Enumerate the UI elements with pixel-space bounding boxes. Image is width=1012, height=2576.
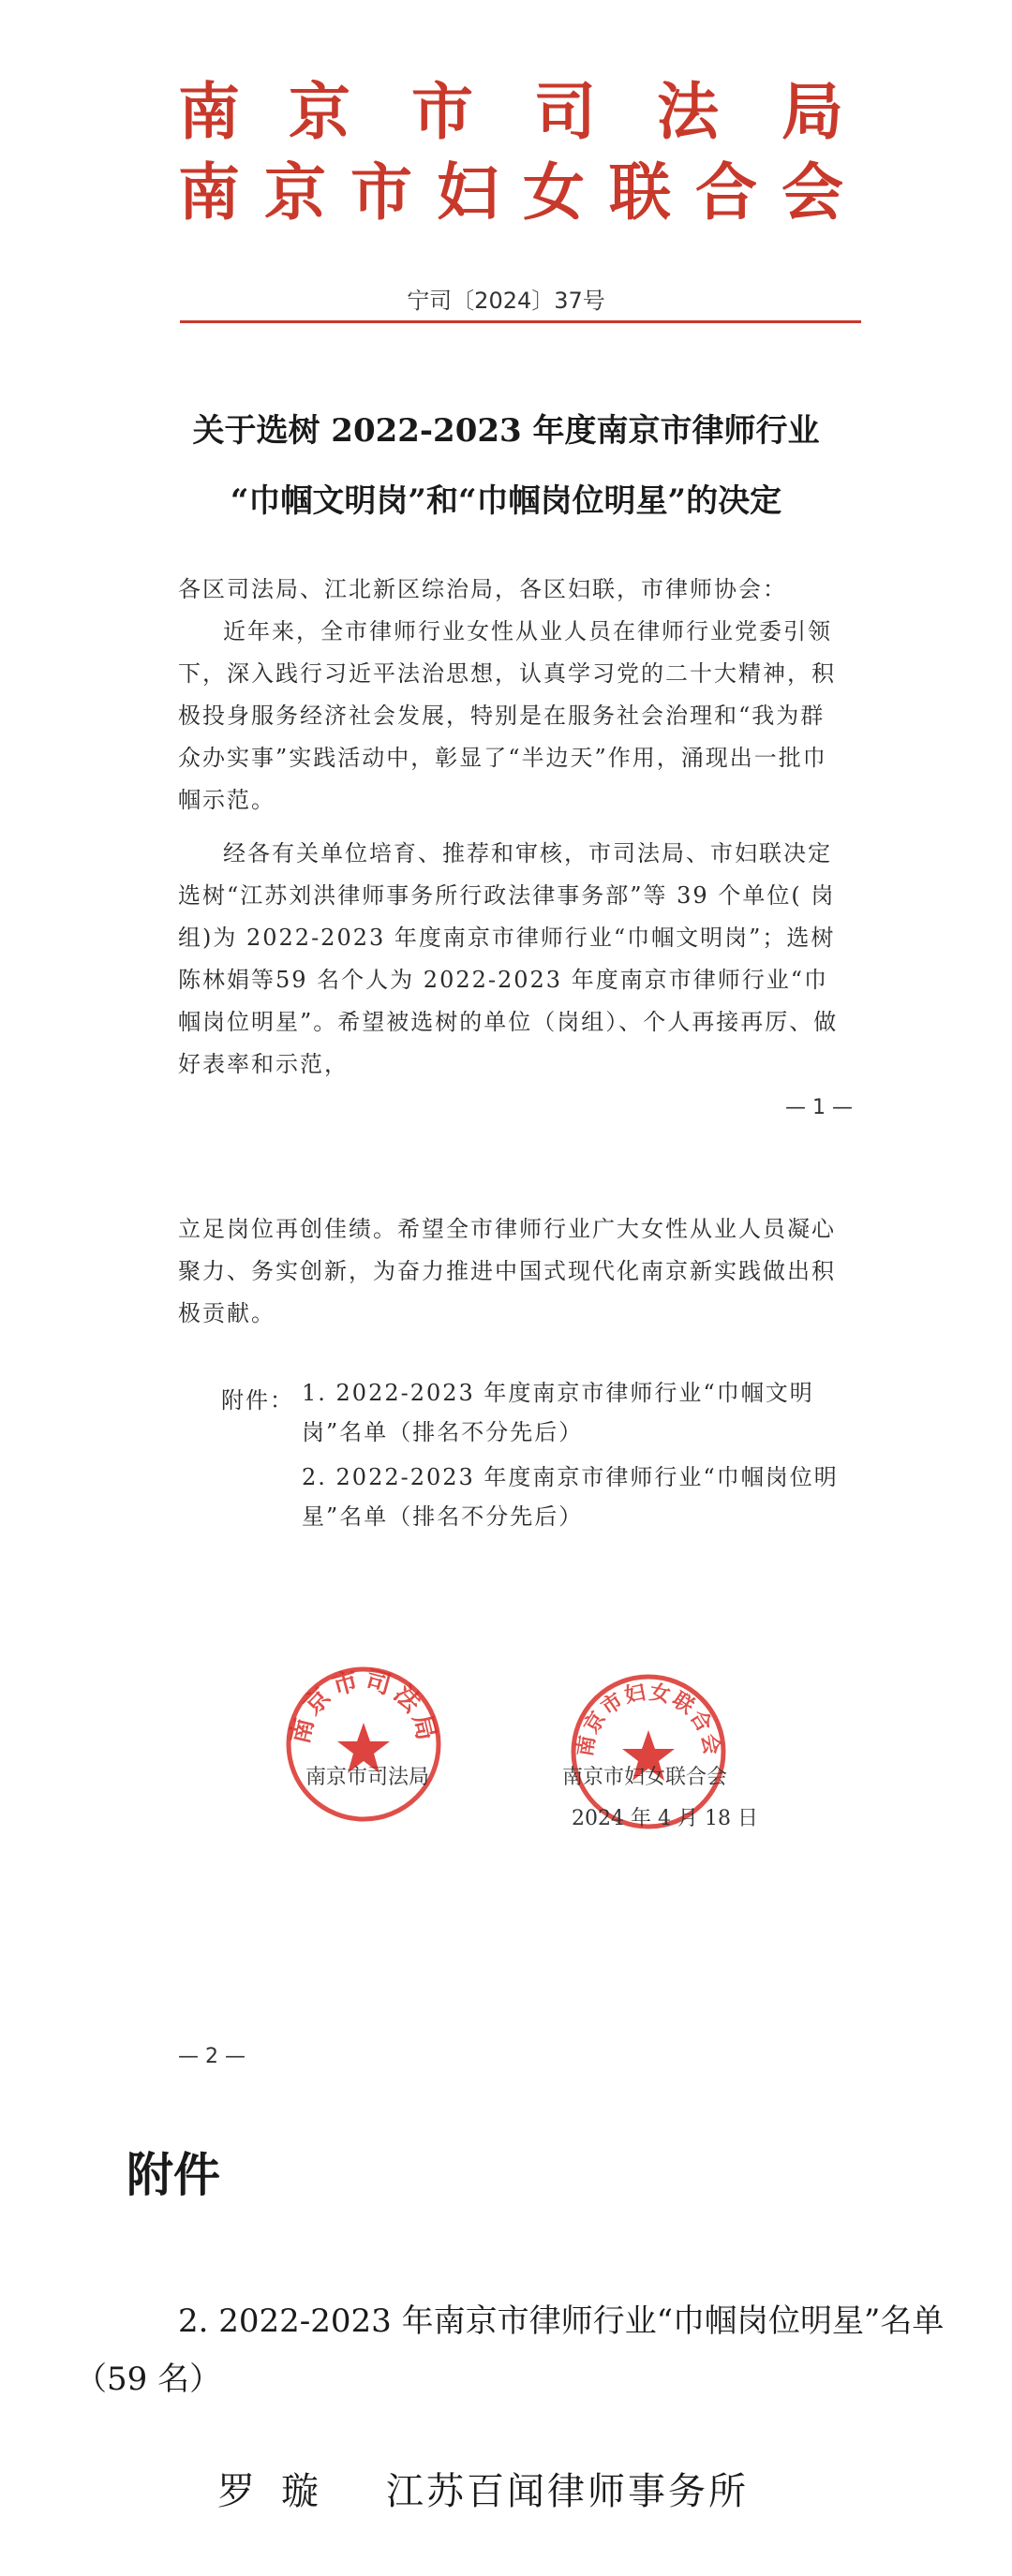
- document-number: 宁司〔2024〕37号: [407, 288, 605, 314]
- signature-justice-bureau: 南京市司法局: [305, 1766, 430, 1789]
- seal-justice-bureau: [284, 1665, 443, 1828]
- member-organization: 江苏百闻律师事务所: [386, 2470, 749, 2513]
- salutation: 各区司法局、江北新区综治局，各区妇联，市律师协会：: [178, 576, 787, 602]
- issuer-char: 法: [657, 75, 719, 148]
- issuer-char: 会: [781, 155, 843, 229]
- annex-heading: 附件: [126, 2148, 220, 2202]
- annex-list-count: （59 名）: [75, 2361, 222, 2398]
- issuer-line-1: [178, 75, 853, 148]
- attachment-item-2: 2. 2022-2023 年度南京市律师行业“巾帼岗位明星”名单（排名不分先后）: [302, 1464, 839, 1530]
- seal-2-text: 南京市妇女联合会: [573, 1680, 724, 1759]
- attachment-item-1: 1. 2022-2023 年度南京市律师行业“巾帼文明岗”名单（排名不分先后）: [302, 1380, 814, 1445]
- issuer-char: 联: [609, 155, 671, 229]
- issuer-char: 妇: [437, 155, 499, 229]
- issuer-char: 京: [264, 155, 326, 229]
- member-name: 罗璇: [217, 2470, 345, 2513]
- issuer-char: 市: [350, 155, 412, 229]
- seal-justice-bureau-graphic: [284, 1665, 443, 1824]
- issuer-char: 京: [289, 75, 350, 148]
- signature-womens-federation: 南京市妇女联合会: [562, 1766, 728, 1789]
- page-number-1: — 1 —: [785, 1096, 853, 1119]
- body-page-1: [178, 569, 843, 1086]
- issuer-char: 司: [534, 75, 596, 148]
- issuer-char: 合: [695, 155, 757, 229]
- paragraph-1: 近年来，全市律师行业女性从业人员在律师行业党委引领下，深入践行习近平法治思想，认真学习党的二十大精神，积极投身服务经济社会发展，特别是在服务社会治理和“我为群众办实事”实践活动中，彰显了“半边天”作用，涌现出一批巾帼示范。: [178, 618, 836, 813]
- seal-1-text: 南京市司法局: [285, 1666, 442, 1747]
- paragraph-3: 立足岗位再创佳绩。希望全市律师行业广大女性从业人员凝心聚力、务实创新，为奋力推进中国式现代化南京新实践做出积极贡献。: [178, 1216, 836, 1326]
- document-title-line-2: “巾帼文明岗”和“巾帼岗位明星”的决定: [230, 482, 782, 520]
- annex-list-title: 2. 2022-2023 年南京市律师行业“巾帼岗位明星”名单: [178, 2302, 945, 2340]
- issuer-line-2: [178, 155, 853, 229]
- issuer-char: 女: [523, 155, 585, 229]
- issuer-char: 南: [178, 155, 240, 229]
- page-number-2: — 2 —: [178, 2045, 246, 2068]
- signature-date: 2024 年 4 月 18 日: [572, 1807, 758, 1830]
- paragraph-2: 经各有关单位培育、推荐和审核，市司法局、市妇联决定选树“江苏刘洪律师事务所行政法律事务部”等 39 个单位( 岗组)为 2022-2023 年度南京市律师行业“巾帼文明岗”；选树陈林娟等59 名个人为 2022-2023 年度南京市律师行业“巾帼岗位明星”。希望被选树的单位（岗组）、个人再接再厉、做好表率和示范，: [178, 840, 839, 1077]
- issuer-char: 局: [781, 75, 843, 148]
- attachments-label: 附件：: [221, 1387, 294, 1414]
- red-divider: [180, 320, 861, 323]
- document-title-line-1: 关于选树 2022-2023 年度南京市律师行业: [192, 412, 820, 450]
- body-page-2: [178, 1208, 843, 1335]
- issuer-char: 市: [411, 75, 473, 148]
- issuer-char: 南: [178, 75, 240, 148]
